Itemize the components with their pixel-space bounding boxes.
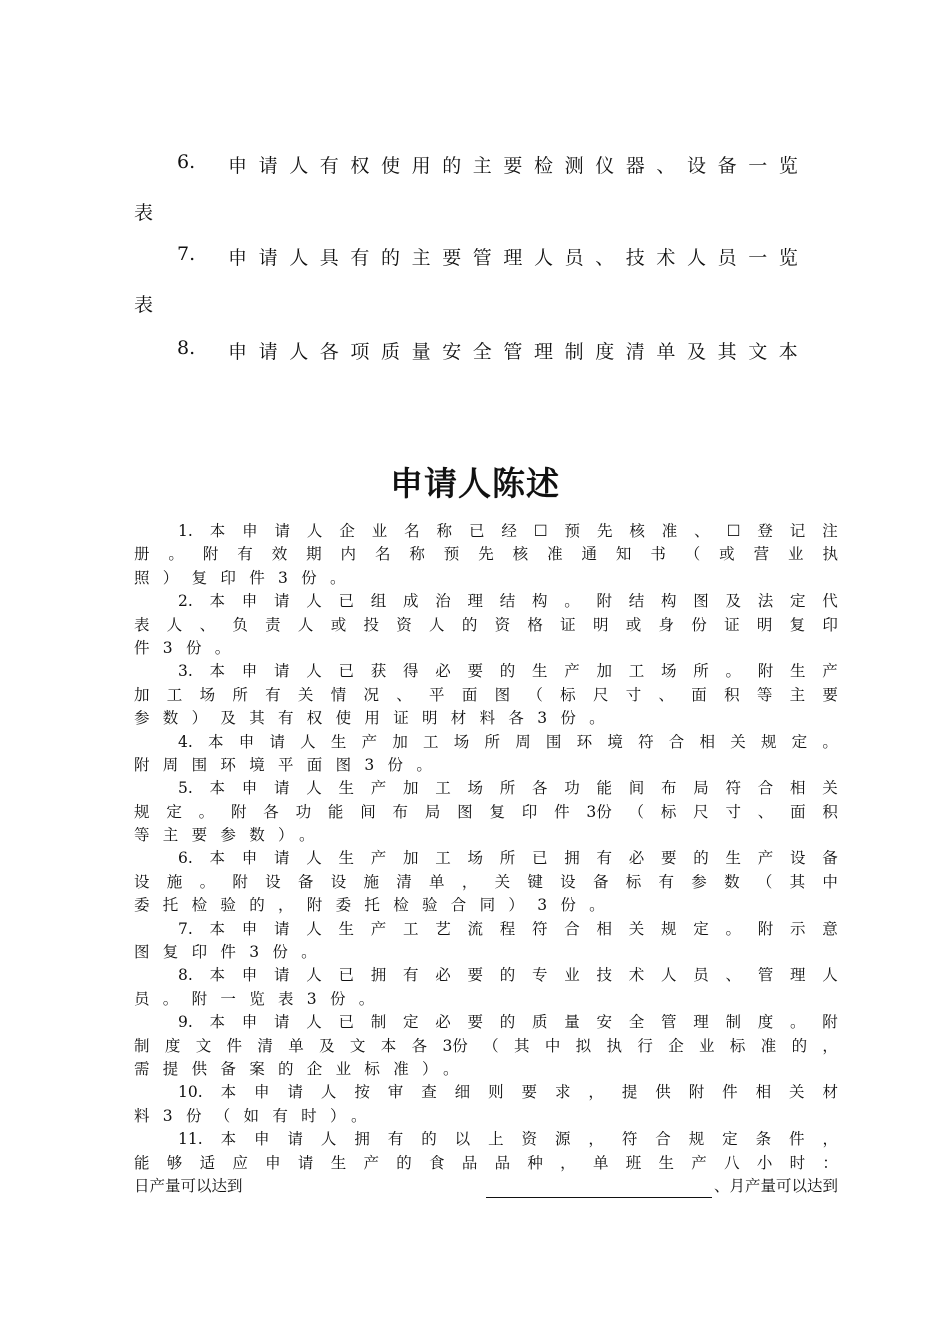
statement-10-line-2: [134, 1105, 838, 1128]
statement-text: 照）复印件3份。: [134, 568, 359, 587]
statement-11-line-2: 能 够 适 应 申 请 生 产 的 食 品 品 种 ， 单 班 生 产 八 小 时 ：: [134, 1153, 838, 1172]
statement-4-line-1: 4. 本 申 请 人 生 产 加 工 场 所 周 围 环 境 符 合 相 关 规 定 。: [178, 732, 838, 751]
statement-5-line-1: 5. 本 申 请 人 生 产 加 工 场 所 各 功 能 间 布 局 符 合 相 关: [178, 779, 838, 798]
list-item-continuation: 表: [134, 202, 154, 224]
statement-6-line-1: 6. 本 申 请 人 生 产 加 工 场 所 已 拥 有 必 要 的 生 产 设 备: [178, 849, 838, 868]
statement-5-line-3: [134, 824, 838, 847]
output-capacity-line: [134, 1175, 838, 1198]
list-item-text: 申请人具有的主要管理人员、技术人员一览: [228, 247, 810, 269]
statement-text: 图复印件3份。: [134, 943, 330, 962]
statement-8-line-1: 8. 本 申 请 人 已 拥 有 必 要 的 专 业 技 术 人 员 、 管 理 人: [178, 966, 838, 985]
list-item-number: 7.: [177, 243, 196, 265]
statement-9-line-3: [134, 1058, 838, 1081]
list-item-continuation: 表: [134, 294, 154, 316]
statement-3-line-1: 3. 本 申 请 人 已 获 得 必 要 的 生 产 加 工 场 所 。 附 生 产: [178, 662, 838, 681]
list-item-text: 申请人有权使用的主要检测仪器、设备一览: [228, 155, 810, 177]
statement-10-line-1: 10. 本 申 请 人 按 审 查 细 则 要 求 ， 提 供 附 件 相 关 材: [178, 1083, 838, 1102]
statement-7-line-1: 7. 本 申 请 人 生 产 工 艺 流 程 符 合 相 关 规 定 。 附 示 意: [178, 919, 838, 938]
statement-1-line-3: [134, 567, 838, 590]
section-title: 申请人陈述: [390, 464, 560, 503]
statement-list: [134, 520, 838, 1198]
statement-2-line-3: [134, 637, 838, 660]
statement-text: 委托检验的，附委托检验合同）3份。: [134, 896, 618, 915]
statement-6-line-3: [134, 894, 838, 917]
statement-3-line-2: 加 工 场 所 有 关 情 况 、 平 面 图 （ 标 尺 寸 、 面 积 等 主 要: [134, 685, 838, 704]
statement-7-line-2: [134, 941, 838, 964]
statement-4-line-2: [134, 754, 838, 777]
statement-text: 参数）及其有权使用证明材料各3份。: [134, 709, 618, 728]
statement-text: 附周围环境平面图3份。: [134, 755, 446, 774]
statement-text: 料3份（如有时）。: [134, 1106, 380, 1125]
statement-text: 需提供备案的企业标准）。: [134, 1059, 472, 1078]
statement-3-line-3: [134, 707, 838, 730]
statement-6-line-2: 设 施 。 附 设 备 设 施 清 单 ， 关 键 设 备 标 有 参 数 （ 其 中: [134, 872, 838, 891]
statement-8-line-2: [134, 988, 838, 1011]
list-item-number: 6.: [177, 151, 196, 173]
statement-11-line-1: 11. 本 申 请 人 拥 有 的 以 上 资 源 ， 符 合 规 定 条 件 ，: [178, 1130, 838, 1149]
statement-9-line-1: 9. 本 申 请 人 已 制 定 必 要 的 质 量 安 全 管 理 制 度 。 附: [178, 1013, 838, 1032]
list-item-text: 申请人各项质量安全管理制度清单及其文本: [228, 341, 810, 363]
list-item-number: 8.: [177, 337, 196, 359]
statement-text: 员。附一览表3份。: [134, 989, 388, 1008]
statement-2-line-2: 表 人 、 负 责 人 或 投 资 人 的 资 格 证 明 或 身 份 证 明 复 印: [134, 615, 838, 634]
statement-1-line-1: 1. 本 申 请 人 企 业 名 称 已 经 ☐ 预 先 核 准 、 ☐ 登 记 注: [178, 522, 838, 540]
statement-text: 等主要参数）。: [134, 826, 328, 845]
daily-output-blank[interactable]: [486, 1179, 712, 1198]
statement-5-line-2: 规 定 。 附 各 功 能 间 布 局 图 复 印 件 3份 （ 标 尺 寸 、 面 积: [134, 802, 838, 821]
daily-output-label: 日产量可以达到: [134, 1176, 243, 1195]
statement-text: 件3份。: [134, 638, 244, 657]
statement-2-line-1: 2. 本 申 请 人 已 组 成 治 理 结 构 。 附 结 构 图 及 法 定 代: [178, 592, 838, 611]
monthly-output-label: 、月产量可以达到: [713, 1176, 838, 1195]
statement-1-line-2: 册 。 附 有 效 期 内 名 称 预 先 核 准 通 知 书 （ 或 营 业 执: [134, 545, 838, 564]
statement-9-line-2: 制 度 文 件 清 单 及 文 本 各 3份 （ 其 中 拟 执 行 企 业 标 准 的 ，: [134, 1036, 838, 1055]
